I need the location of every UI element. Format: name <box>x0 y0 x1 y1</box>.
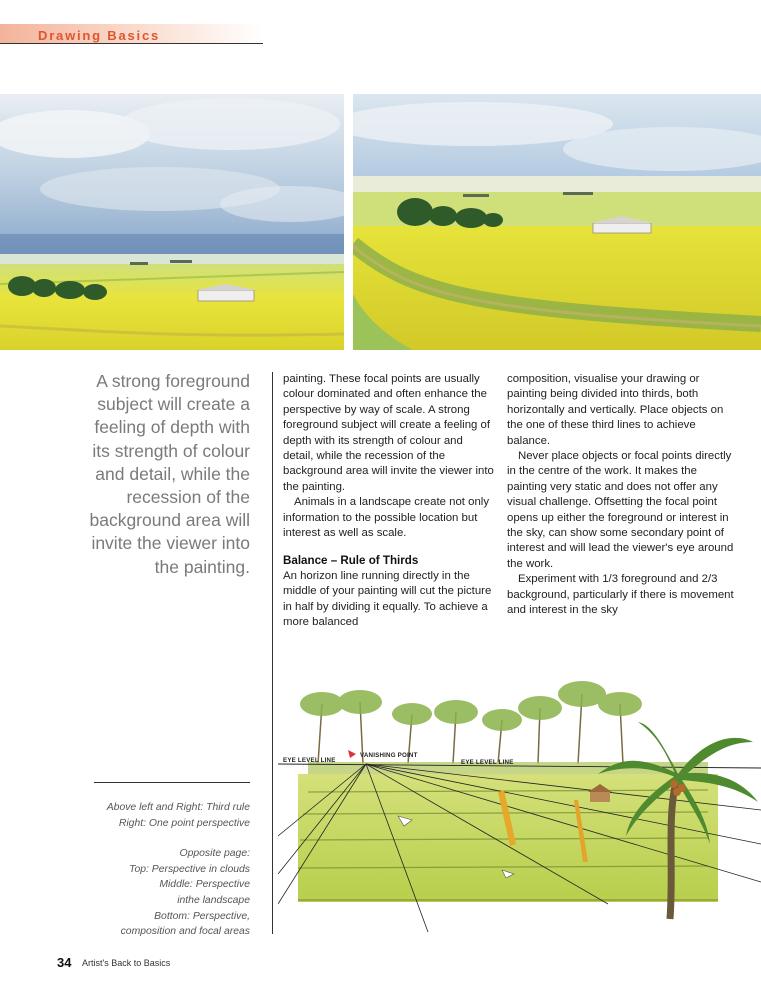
section-title: Drawing Basics <box>38 28 161 43</box>
image-captions <box>60 800 250 940</box>
caption-line: Opposite page: <box>179 848 250 860</box>
caption-line: Above left and Right: Third rule <box>106 802 250 813</box>
paragraph: painting. These focal points are usually colour dominated and often enhance the perspective by way of scale. A strong foreground subject will create a feeling of depth with its strength of colour and detail, while the recession of the background area will invite the viewer into the painting. <box>283 373 494 493</box>
eye-level-label: EYE LEVEL LINE <box>283 757 336 764</box>
paragraph: An horizon line running directly in the middle of your painting will cut the picture in half by dividing it equally. To achieve a more balanced <box>283 569 492 629</box>
caption-line: inthe landscape <box>177 894 250 906</box>
column-divider <box>272 372 273 934</box>
paragraph: composition, visualise your drawing or painting being divided into thirds, both horizontally and vertically. Place objects on the one of these third lines to achieve balance. <box>507 373 724 447</box>
caption-line: Top: Perspective in clouds <box>129 863 250 875</box>
caption-rule <box>94 782 250 783</box>
book-title: Artist's Back to Basics <box>82 958 171 968</box>
article-column-2 <box>507 372 737 619</box>
paragraph: Animals in a landscape create not only information to the possible location but interest as well as scale. <box>283 496 490 540</box>
caption-line: Bottom: Perspective, <box>154 910 250 922</box>
pull-quote: A strong foreground subject will create a feeling of depth with its strength of colour and detail, while the recession of the background area will invite the viewer into the painting. <box>89 371 250 577</box>
page-number: 34 <box>57 955 72 970</box>
caption-line: Middle: Perspective <box>159 879 250 891</box>
section-heading: Balance – Rule of Thirds <box>283 554 419 568</box>
caption-line: Right: One point perspective <box>118 817 250 829</box>
perspective-sketch <box>278 664 761 934</box>
paragraph: Experiment with 1/3 foreground and 2/3 background, particularly if there is movement and interest in the sky <box>507 573 734 617</box>
header-rule <box>0 43 263 44</box>
caption-line: composition and focal areas <box>120 926 250 938</box>
painting-third-rule-sky <box>0 94 344 350</box>
eye-level-label: EYE LEVEL LINE <box>461 759 514 766</box>
painting-third-rule-field <box>353 94 761 350</box>
vanishing-point-label: VANISHING POINT <box>360 752 418 759</box>
paragraph: Never place objects or focal points directly in the centre of the work. It makes the painting very static and does not offer any visual challenge. Offsetting the focal point opens up either the foreground or interest in the sky, can show some secondary point of interest and will lead the viewer's eye around the work. <box>507 450 734 570</box>
article-column-1 <box>283 372 495 631</box>
